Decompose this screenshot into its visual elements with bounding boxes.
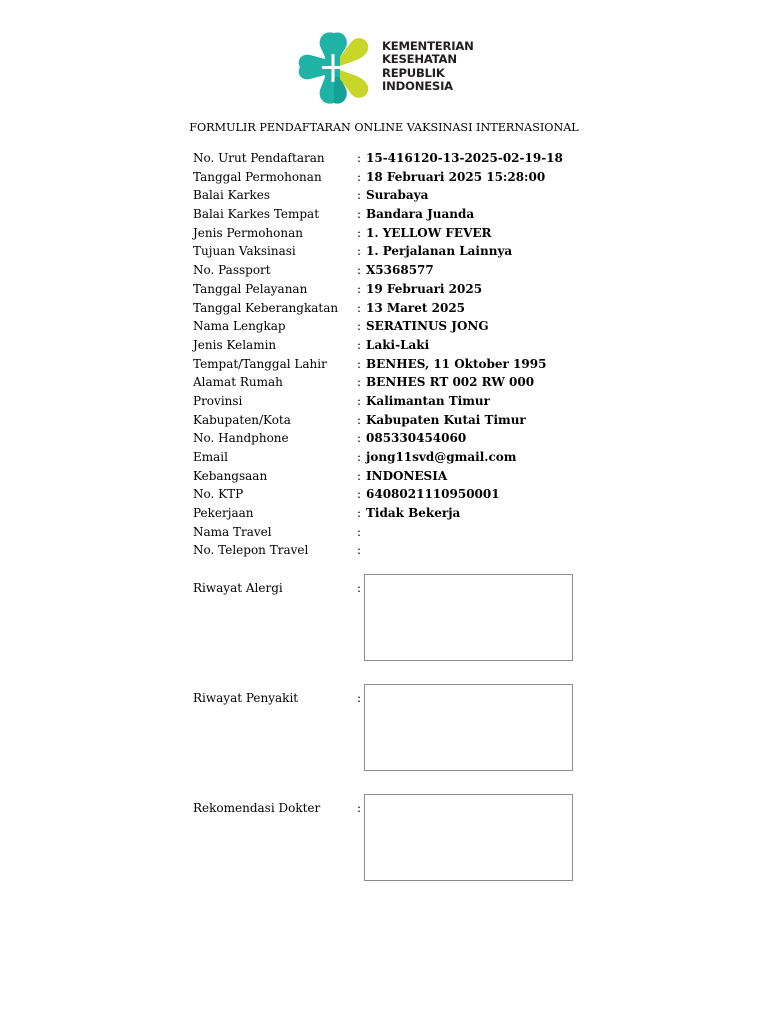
field-value: jong11svd@gmail.com [366,450,517,464]
field-label: Alamat Rumah [193,375,283,390]
field-value: Laki-Laki [366,337,430,352]
field-label: No. Handphone [193,431,289,446]
field-value: Tidak Bekerja [366,506,461,521]
riwayat-alergi-box [364,574,573,661]
field-label: Provinsi [193,393,243,408]
field-separator: : [357,281,362,296]
kemenkes-logo-text [382,40,474,93]
field-row [193,355,613,374]
kemenkes-emblem-icon [296,30,376,106]
field-row [193,485,613,504]
emblem-petal-top [320,32,334,57]
field-row [193,317,613,336]
rekomendasi-dokter-label: Rekomendasi Dokter [193,801,321,815]
field-separator: : [357,151,362,165]
field-value: 1. Perjalanan Lainnya [366,244,513,259]
field-row [193,541,613,560]
logo-text-line-4: INDONESIA [382,78,453,93]
field-row [193,523,613,542]
rekomendasi-dokter-box [364,794,573,881]
field-separator: : [357,319,362,334]
field-label: Kebangsaan [193,468,268,483]
emblem-cross-horizontal [322,66,344,69]
field-value: 6408021110950001 [366,487,500,502]
form-title: FORMULIR PENDAFTARAN ONLINE VAKSINASI INTERNASIONAL [189,121,579,134]
field-separator: : [357,263,362,278]
field-separator: : [357,524,362,539]
kemenkes-logo [296,30,472,106]
riwayat-penyakit-row [193,691,583,781]
field-value: Kabupaten Kutai Timur [366,412,526,427]
field-value: INDONESIA [366,468,448,483]
field-value: 19 Februari 2025 [366,281,483,296]
field-row [193,299,613,318]
field-row [193,224,613,243]
field-separator: : [357,375,362,390]
field-separator: : [357,356,362,371]
field-row [193,411,613,430]
field-row [193,149,613,168]
field-label: Pekerjaan [193,506,254,521]
field-label: Nama Lengkap [193,319,286,334]
logo-text-line-2: KESEHATAN [382,52,457,67]
field-separator: : [357,412,362,427]
field-separator: : [357,801,362,815]
field-label: Kabupaten/Kota [193,412,291,427]
field-label: Balai Karkes [193,188,271,203]
riwayat-alergi-row [193,581,583,671]
field-row [193,504,613,523]
field-value: 085330454060 [366,431,467,446]
field-separator: : [357,450,362,464]
field-label: Tanggal Keberangkatan [193,300,339,315]
field-label: Tempat/Tanggal Lahir [193,356,327,371]
field-value: SERATINUS JONG [366,319,489,334]
field-label: Tanggal Pelayanan [193,281,308,296]
registration-fields [193,149,613,560]
field-row [193,448,613,467]
field-row [193,168,613,187]
field-row [193,336,613,355]
field-label: No. Passport [193,263,271,278]
emblem-petal-left [299,55,325,80]
field-separator: : [357,506,362,521]
field-label: Jenis Kelamin [193,337,277,352]
field-row [193,242,613,261]
field-row [193,392,613,411]
field-separator: : [357,188,362,203]
field-label: No. Urut Pendaftaran [193,151,325,165]
field-value: 15-416120-13-2025-02-19-18 [366,151,563,165]
field-separator: : [357,691,362,705]
field-label: Email [193,450,228,464]
field-value: X5368577 [366,263,434,278]
field-value: 1. YELLOW FEVER [366,225,492,240]
field-value: Surabaya [366,188,429,203]
field-separator: : [357,169,362,184]
field-row [193,261,613,280]
field-separator: : [357,543,362,558]
field-value: 13 Maret 2025 [366,300,466,315]
field-label: No. KTP [193,487,244,502]
field-separator: : [357,300,362,315]
logo-text-line-1: KEMENTERIAN [382,39,474,53]
field-separator: : [357,225,362,240]
field-value: Kalimantan Timur [366,393,490,408]
field-label: No. Telepon Travel [193,543,309,558]
field-label: Tujuan Vaksinasi [193,244,296,259]
logo-text-line-3: REPUBLIK [382,65,445,80]
field-label: Nama Travel [193,524,272,539]
field-row [193,373,613,392]
field-value: BENHES, 11 Oktober 1995 [366,356,547,371]
field-value: BENHES RT 002 RW 000 [366,375,535,390]
riwayat-penyakit-box [364,684,573,771]
field-separator: : [357,431,362,446]
field-separator: : [357,337,362,352]
field-separator: : [357,207,362,222]
field-label: Jenis Permohonan [193,225,303,240]
field-value: 18 Februari 2025 15:28:00 [366,169,546,184]
field-separator: : [357,393,362,408]
field-row [193,280,613,299]
field-row [193,467,613,486]
field-row [193,205,613,224]
field-separator: : [357,581,362,595]
field-row [193,186,613,205]
field-separator: : [357,487,362,502]
field-separator: : [357,244,362,259]
riwayat-penyakit-label: Riwayat Penyakit [193,691,299,705]
rekomendasi-dokter-row [193,801,583,891]
field-separator: : [357,468,362,483]
field-label: Balai Karkes Tempat [193,207,320,222]
field-row [193,429,613,448]
field-label: Tanggal Permohonan [193,169,322,184]
riwayat-alergi-label: Riwayat Alergi [193,581,283,595]
field-value: Bandara Juanda [366,207,475,222]
